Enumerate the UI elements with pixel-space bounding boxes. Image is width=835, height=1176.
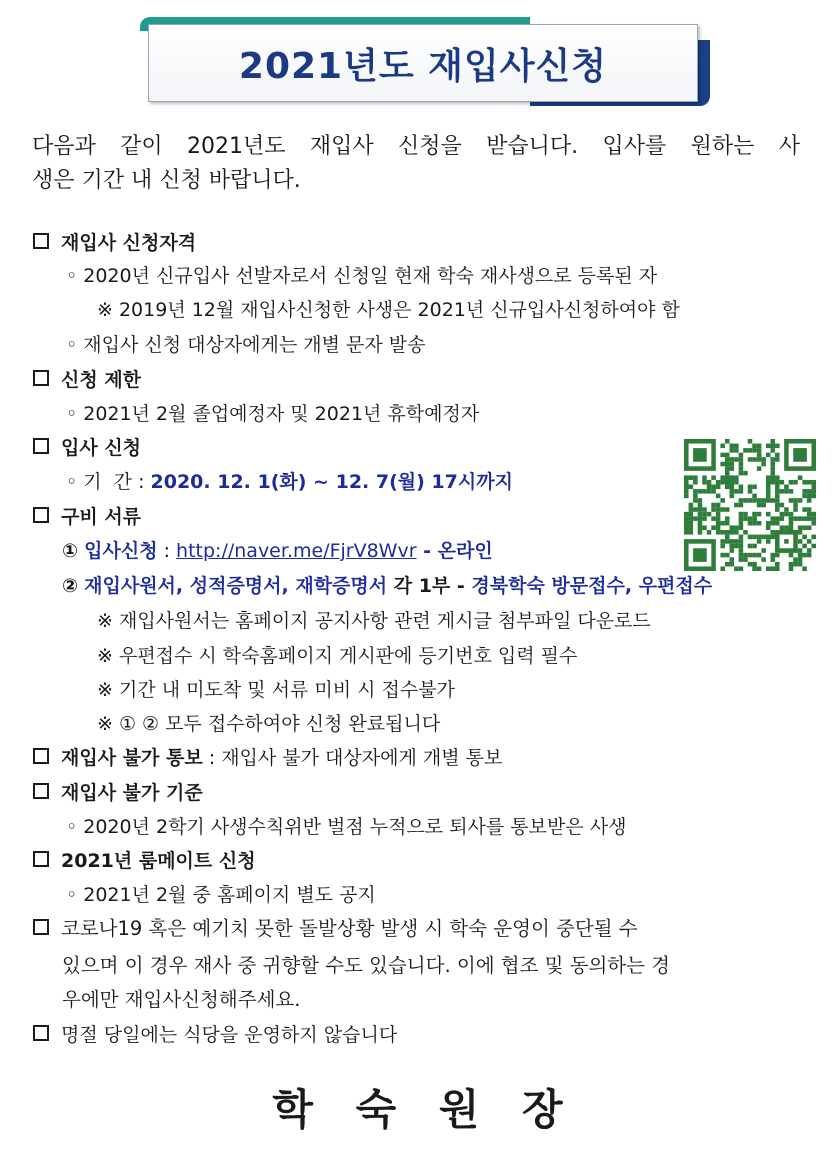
section-heading: 2021년 룸메이트 신청 — [61, 850, 256, 872]
documents-note-1: ※ 재입사원서는 홈페이지 공지사항 관련 게시글 첨부파일 다운로드 — [97, 610, 651, 632]
required-documents: 재입사원서, 성적증명서, 재학증명서 — [84, 575, 388, 597]
page-title: 2021년도 재입사신청 — [238, 45, 608, 87]
checkbox-square-icon — [33, 370, 49, 386]
section-heading: 구비 서류 — [61, 506, 142, 528]
checkbox-square-icon — [33, 748, 49, 764]
section-heading: 재입사 불가 통보 — [61, 747, 203, 769]
period-value: 2020. 12. 1(화) ~ 12. 7(월) 17시까지 — [150, 471, 513, 493]
eligibility-note-1: ※ 2019년 12월 재입사신청한 사생은 2021년 신규입사신청하여야 함 — [97, 299, 680, 321]
section-covid — [33, 917, 818, 941]
checkbox-square-icon — [33, 783, 49, 799]
documents-item-2 — [62, 574, 712, 598]
section-restriction — [33, 368, 141, 392]
issuer-signature: 학 숙 원 장 — [272, 1085, 563, 1134]
section-documents — [33, 505, 141, 529]
section-heading: 입사 신청 — [61, 437, 142, 459]
title-banner — [148, 24, 698, 102]
separator-dash: - — [416, 540, 438, 562]
intro-line-2: 생은 기간 내 신청 바랍니다. — [32, 168, 301, 193]
section-rejection-notice — [33, 746, 502, 770]
checkbox-square-icon — [33, 851, 49, 867]
checkbox-square-icon — [33, 1025, 49, 1041]
period-label: ◦ 기 간 : — [66, 471, 151, 493]
checkbox-square-icon — [33, 507, 49, 523]
roommate-item-1: ◦ 2021년 2월 중 홈페이지 별도 공지 — [66, 884, 376, 906]
separator: : — [157, 540, 177, 562]
eligibility-item-2: ◦ 재입사 신청 대상자에게는 개별 문자 발송 — [66, 334, 426, 356]
online-mode: 온라인 — [437, 540, 493, 562]
section-heading: 재입사 불가 기준 — [61, 782, 203, 804]
item-number: ① — [62, 540, 79, 562]
documents-note-2: ※ 우편접수 시 학숙홈페이지 게시판에 등기번호 입력 필수 — [97, 645, 578, 667]
checkbox-square-icon — [33, 233, 49, 249]
online-application-label: 입사신청 — [84, 540, 158, 562]
qr-code-icon — [684, 439, 816, 571]
covid-line-2: 있으며 이 경우 재사 중 귀향할 수도 있습니다. 이에 협조 및 동의하는 경 — [62, 954, 671, 977]
section-holiday — [33, 1023, 397, 1047]
section-rejection-criteria — [33, 781, 203, 805]
checkbox-square-icon — [33, 919, 49, 935]
rejection-criteria-item-1: ◦ 2020년 2학기 사생수칙위반 벌점 누적으로 퇴사를 통보받은 사생 — [66, 816, 627, 838]
holiday-text: 명절 당일에는 식당을 운영하지 않습니다 — [61, 1024, 398, 1046]
documents-item-1 — [62, 539, 493, 563]
section-roommate — [33, 849, 256, 873]
item-number: ② — [62, 575, 79, 597]
documents-note-3: ※ 기간 내 미도착 및 서류 미비 시 접수불가 — [97, 679, 455, 701]
document-count: 각 1부 - — [387, 575, 472, 597]
section-eligibility — [33, 231, 196, 255]
restriction-item-1: ◦ 2021년 2월 졸업예정자 및 2021년 휴학예정자 — [66, 403, 480, 425]
intro-line-1: 다음과 같이 2021년도 재입사 신청을 받습니다. 입사를 원하는 사 — [32, 134, 800, 159]
section-heading: 재입사 신청자격 — [61, 232, 197, 254]
application-period — [66, 470, 513, 494]
submission-methods: 경북학숙 방문접수, 우편접수 — [471, 575, 713, 597]
documents-note-4: ※ ① ② 모두 접수하여야 신청 완료됩니다 — [97, 713, 441, 735]
section-application — [33, 436, 141, 460]
covid-line-3: 우에만 재입사신청해주세요. — [62, 988, 301, 1011]
covid-line-1: 코로나19 혹은 예기치 못한 돌발상황 발생 시 학숙 운영이 중단될 수 — [61, 917, 638, 940]
section-heading: 신청 제한 — [61, 369, 142, 391]
rejection-notice-text: : 재입사 불가 대상자에게 개별 통보 — [202, 747, 503, 769]
checkbox-square-icon — [33, 438, 49, 454]
eligibility-item-1: ◦ 2020년 신규입사 선발자로서 신청일 현재 학숙 재사생으로 등록된 자 — [66, 265, 658, 287]
application-link[interactable]: http://naver.me/FjrV8Wvr — [176, 540, 417, 562]
